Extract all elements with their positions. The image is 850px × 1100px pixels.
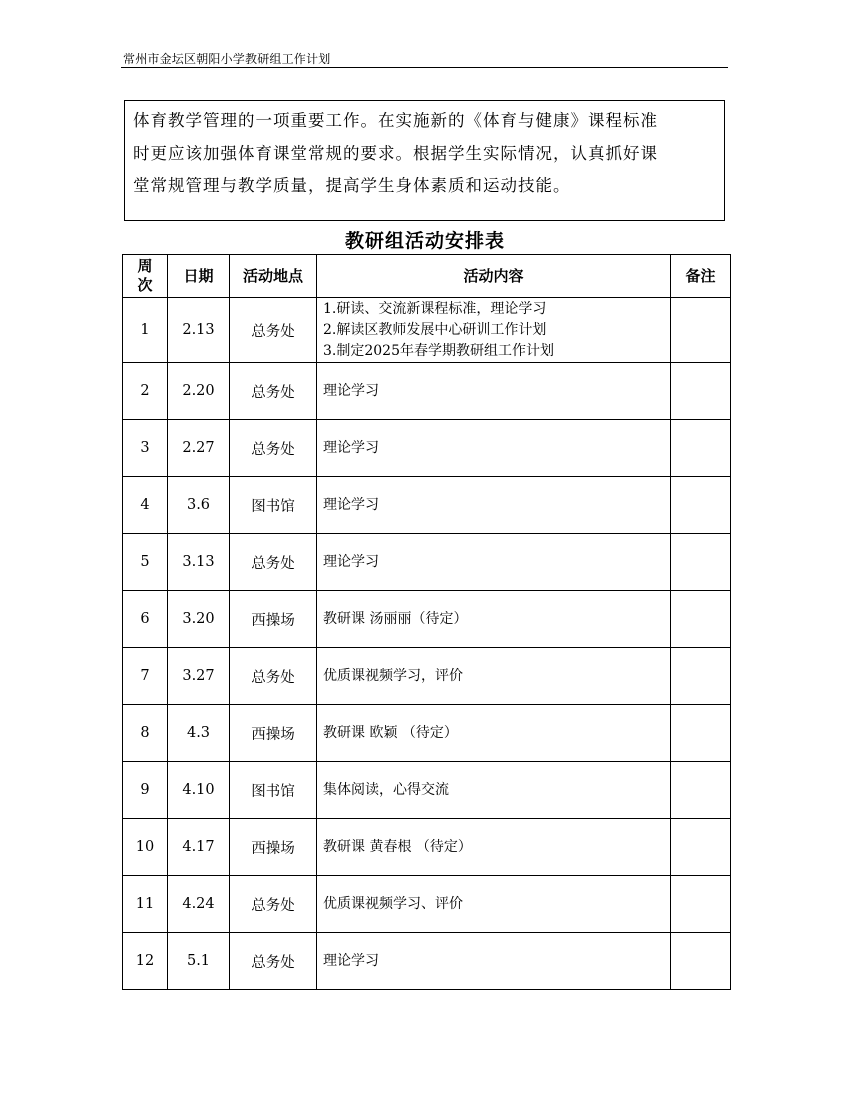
content-line: 理论学习 [323,439,379,456]
date-cell: 3.27 [168,648,230,705]
location-cell: 总务处 [230,876,317,933]
content-cell [317,876,671,933]
content-line: 优质课视频学习、评价 [323,895,463,912]
content-cell [317,705,671,762]
note-cell [671,876,731,933]
date-cell: 4.24 [168,876,230,933]
header-week-line2: 次 [137,276,153,294]
content-cell [317,298,671,363]
note-cell [671,363,731,420]
note-cell [671,591,731,648]
content-line: 教研课 汤丽丽（待定） [323,610,468,627]
note-cell [671,298,731,363]
note-cell [671,762,731,819]
header-date: 日期 [168,255,230,298]
content-line: 理论学习 [323,952,379,969]
table-body [123,298,731,990]
note-cell [671,648,731,705]
header-week-line1: 周 [137,257,153,275]
table-row [123,819,731,876]
intro-line: 时更应该加强体育课堂常规的要求。根据学生实际情况，认真抓好课 [133,143,658,163]
date-cell: 4.10 [168,762,230,819]
table-row [123,591,731,648]
table-row [123,298,731,363]
content-cell [317,534,671,591]
note-cell [671,705,731,762]
table-row [123,477,731,534]
location-cell: 总务处 [230,420,317,477]
week-cell: 2 [123,363,168,420]
content-line: 教研课 黄春根 （待定） [323,838,472,855]
intro-line: 堂常规管理与教学质量，提高学生身体素质和运动技能。 [133,176,571,195]
content-line: 教研课 欧颖 （待定） [323,724,458,741]
table-header-row [123,255,731,298]
date-cell: 3.20 [168,591,230,648]
content-line: 2.解读区教师发展中心研训工作计划 [323,321,547,338]
content-cell [317,933,671,990]
content-line: 理论学习 [323,553,379,570]
content-cell [317,420,671,477]
content-cell [317,762,671,819]
date-cell: 4.3 [168,705,230,762]
note-cell [671,819,731,876]
location-cell: 总务处 [230,363,317,420]
location-cell: 图书馆 [230,762,317,819]
week-cell: 4 [123,477,168,534]
location-cell: 总务处 [230,534,317,591]
week-cell: 11 [123,876,168,933]
content-line: 理论学习 [323,496,379,513]
schedule-title: 教研组活动安排表 [344,230,505,252]
week-cell: 6 [123,591,168,648]
date-cell: 2.20 [168,363,230,420]
intro-line: 体育教学管理的一项重要工作。在实施新的《体育与健康》课程标准 [133,111,658,130]
date-cell: 4.17 [168,819,230,876]
date-cell: 2.13 [168,298,230,363]
week-cell: 7 [123,648,168,705]
note-cell [671,933,731,990]
header-note: 备注 [671,255,731,298]
document-header-title: 常州市金坛区朝阳小学教研组工作计划 [123,52,331,66]
week-cell: 8 [123,705,168,762]
location-cell: 总务处 [230,648,317,705]
header-content: 活动内容 [317,255,671,298]
content-line: 优质课视频学习，评价 [323,667,463,684]
content-line: 集体阅读，心得交流 [323,781,449,798]
note-cell [671,420,731,477]
table-row [123,648,731,705]
week-cell: 1 [123,298,168,363]
date-cell: 5.1 [168,933,230,990]
location-cell: 总务处 [230,933,317,990]
content-line: 1.研读、交流新课程标准，理论学习 [323,300,547,317]
table-row [123,705,731,762]
content-cell [317,591,671,648]
week-cell: 10 [123,819,168,876]
content-cell [317,363,671,420]
content-cell [317,819,671,876]
content-line: 理论学习 [323,382,379,399]
note-cell [671,534,731,591]
table-row [123,933,731,990]
date-cell: 2.27 [168,420,230,477]
table-row [123,420,731,477]
table-row [123,534,731,591]
week-cell: 3 [123,420,168,477]
content-line: 3.制定2025年春学期教研组工作计划 [323,342,554,359]
location-cell: 图书馆 [230,477,317,534]
week-cell: 9 [123,762,168,819]
location-cell: 西操场 [230,819,317,876]
schedule-table [122,254,731,990]
header-location: 活动地点 [230,255,317,298]
header-rule [121,67,728,68]
content-cell [317,648,671,705]
note-cell [671,477,731,534]
table-row [123,876,731,933]
week-cell: 12 [123,933,168,990]
header-week [123,255,168,298]
location-cell: 西操场 [230,705,317,762]
date-cell: 3.6 [168,477,230,534]
table-row [123,363,731,420]
content-cell [317,477,671,534]
week-cell: 5 [123,534,168,591]
intro-text-box [124,100,725,221]
location-cell: 西操场 [230,591,317,648]
table-row [123,762,731,819]
location-cell: 总务处 [230,298,317,363]
date-cell: 3.13 [168,534,230,591]
